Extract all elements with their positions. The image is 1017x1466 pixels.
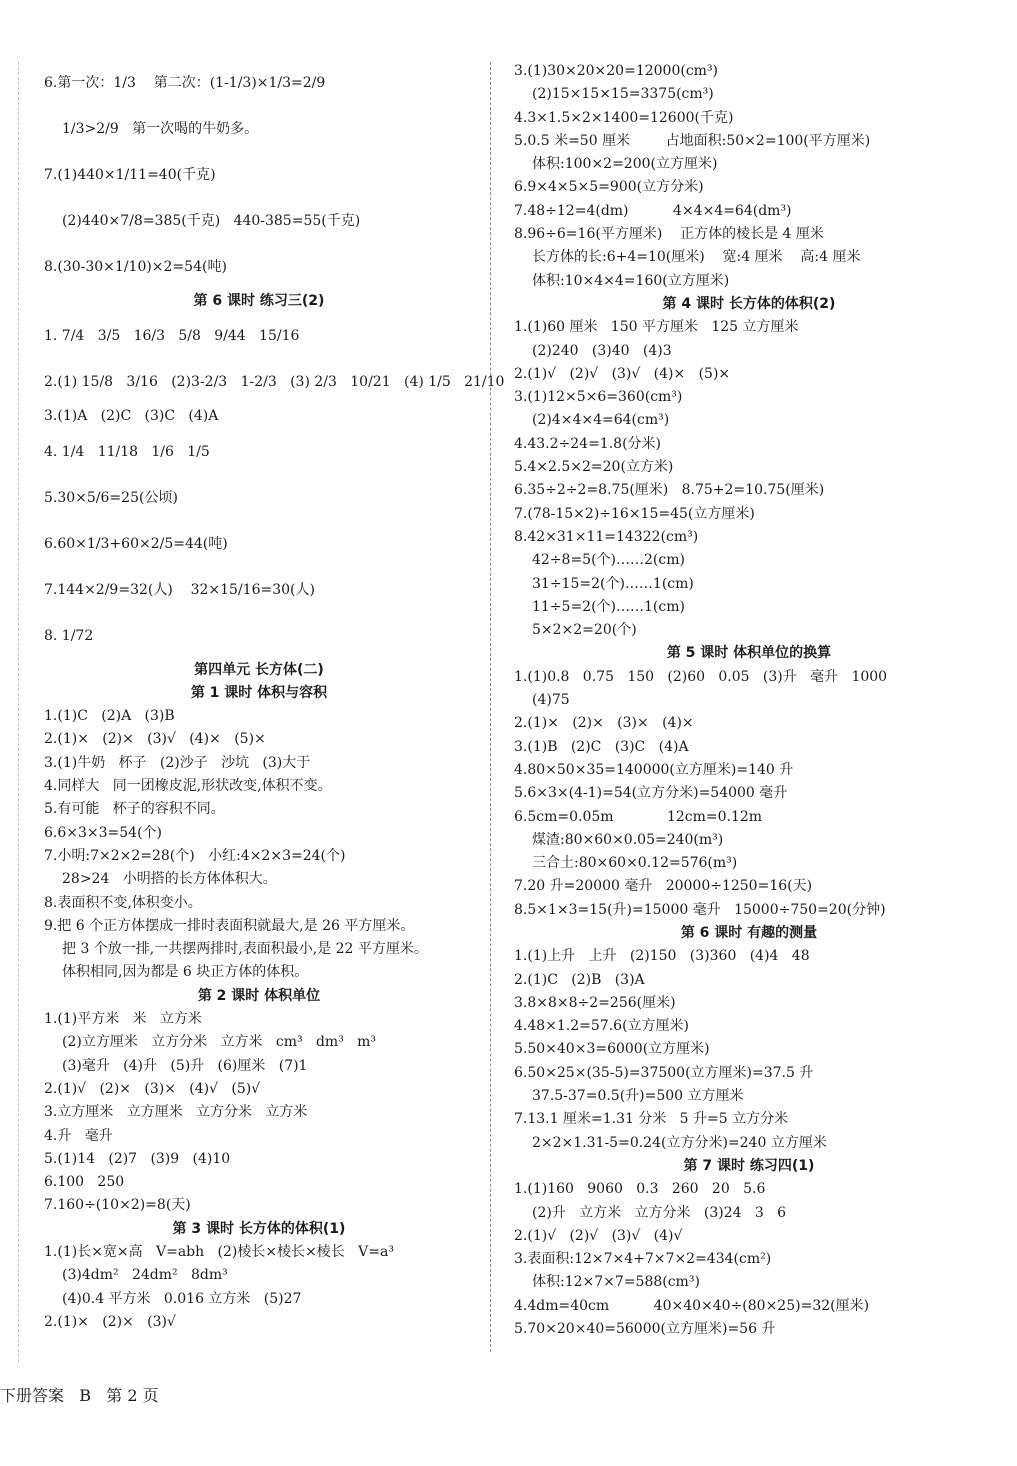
answer-line: 2.(1)√ (2)√ (3)√ (4)× (5)× [514, 365, 731, 382]
answer-line: 1.(1)0.8 0.75 150 (2)60 0.05 (3)升 毫升 1000 [514, 668, 888, 685]
answer-line: 7.160÷(10×2)=8(天) [44, 1197, 191, 1214]
answer-line: 1/3>2/9 第一次喝的牛奶多。 [62, 121, 259, 137]
answer-line: 42÷8=5(个)……2(cm) [532, 552, 685, 569]
answer-line: 5.50×40×3=6000(立方厘米) [514, 1041, 710, 1058]
section-heading: 第 6 课时 练习三(2) [193, 293, 325, 309]
answer-line: 3.(1)A (2)C (3)C (4)A [44, 408, 219, 425]
section-heading: 第 1 课时 体积与容积 [190, 684, 328, 701]
answer-line: 5.70×20×40=56000(立方厘米)=56 升 [514, 1321, 776, 1338]
answer-line: 7.(78-15×2)÷16×15=45(立方厘米) [514, 505, 755, 522]
answer-line: 2.(1)C (2)B (3)A [514, 971, 645, 988]
section-heading: 第 3 课时 长方体的体积(1) [172, 1220, 346, 1237]
answer-line: 2.(1)× (2)× (3)√ [44, 1313, 176, 1330]
answer-line: 1.(1)上升 上升 (2)150 (3)360 (4)4 48 [514, 948, 810, 965]
answer-line: 6.100 250 [44, 1174, 125, 1191]
answer-line: 8. 1/72 [44, 627, 94, 644]
answer-line: 4. 1/4 11/18 1/6 1/5 [44, 443, 210, 460]
answer-line: 6.5cm=0.05m 12cm=0.12m [514, 808, 763, 825]
answer-line: 4.3×1.5×2×1400=12600(千克) [514, 109, 734, 126]
answer-line: 6.60×1/3+60×2/5=44(吨) [44, 535, 228, 552]
answer-line: 7.小明:7×2×2=28(个) 小红:4×2×3=24(个) [44, 847, 346, 864]
answer-line: 5.4×2.5×2=20(立方米) [514, 459, 674, 476]
answer-line: (2)升 立方米 立方分米 (3)24 3 6 [532, 1204, 787, 1221]
answer-line: 4.同样大 同一团橡皮泥,形状改变,体积不变。 [44, 778, 332, 795]
answer-line: 7.48÷12=4(dm) 4×4×4=64(dm³) [514, 202, 792, 219]
answer-line: 5.0.5 米=50 厘米 占地面积:50×2=100(平方厘米) [514, 132, 871, 149]
answer-line: 9.把 6 个正方体摆成一排时表面积就最大,是 26 平方厘米。 [44, 917, 415, 934]
answer-line: 5.有可能 杯子的容积不同。 [44, 801, 225, 818]
answer-line: 1.(1)C (2)A (3)B [44, 708, 175, 725]
answer-line: 1.(1)长×宽×高 V=abh (2)棱长×棱长×棱长 V=a³ [44, 1244, 394, 1261]
answer-line: 28>24 小明搭的长方体体积大。 [62, 871, 277, 888]
answer-line: 2.(1)× (2)× (3)√ (4)× (5)× [44, 731, 266, 748]
answer-line: 3.(1)12×5×6=360(cm³) [514, 389, 683, 406]
answer-line: 4.48×1.2=57.6(立方厘米) [514, 1018, 689, 1035]
answer-line: (4)0.4 平方米 0.016 立方米 (5)27 [62, 1290, 302, 1307]
answer-line: 7.(1)440×1/11=40(千克) [44, 167, 216, 183]
answer-line: 3.立方厘米 立方厘米 立方分米 立方米 [44, 1104, 308, 1121]
answer-line: 2.(1) 15/8 3/16 (2)3-2/3 1-2/3 (3) 2/3 10/21 (4) 1/5 21/10 [44, 374, 505, 391]
answer-line: 1.(1)平方米 米 立方米 [44, 1011, 202, 1028]
answer-line: 3.8×8×8÷2=256(厘米) [514, 994, 676, 1011]
answer-line: (2)440×7/8=385(千克) 440-385=55(千克) [62, 213, 361, 229]
answer-line: 6.第一次：1/3 第二次：(1-1/3)×1/3=2/9 [44, 75, 326, 91]
answer-line: 8.表面积不变,体积变小。 [44, 894, 202, 911]
answer-line: 2.(1)√ (2)× (3)× (4)√ (5)√ [44, 1080, 261, 1097]
page-footer: 下册答案 B 第 2 页 [0, 1386, 159, 1405]
answer-line: 2.(1)√ (2)√ (3)√ (4)√ [514, 1227, 683, 1244]
answer-line: 4.80×50×35=140000(立方厘米)=140 升 [514, 761, 794, 778]
answer-line: 7.144×2/9=32(人) 32×15/16=30(人) [44, 581, 315, 598]
answer-line: 5.30×5/6=25(公顷) [44, 489, 178, 506]
answer-line: 6.50×25×(35-5)=37500(立方厘米)=37.5 升 [514, 1064, 814, 1081]
answer-line: 4.升 毫升 [44, 1127, 113, 1144]
right-column [514, 60, 984, 1341]
answer-line: 3.表面积:12×7×4+7×7×2=434(cm²) [514, 1251, 772, 1268]
section-heading: 第 7 课时 练习四(1) [683, 1157, 815, 1174]
answer-line: 8.(30-30×1/10)×2=54(吨) [44, 259, 227, 275]
answer-line: 8.42×31×11=14322(cm³) [514, 528, 699, 545]
answer-line: 煤渣:80×60×0.05=240(m³) [532, 831, 724, 848]
answer-line: 5.(1)14 (2)7 (3)9 (4)10 [44, 1150, 231, 1167]
answer-line: 5.6×3×(4-1)=54(立方分米)=54000 毫升 [514, 785, 788, 802]
answer-line: 5×2×2=20(个) [532, 622, 637, 639]
answer-line: 11÷5=2(个)……1(cm) [532, 598, 685, 615]
answer-line: 6.9×4×5×5=900(立方分米) [514, 179, 704, 196]
answer-line: (3)毫升 (4)升 (5)升 (6)厘米 (7)1 [62, 1057, 308, 1074]
answer-line: (4)75 [532, 692, 570, 709]
column-divider [490, 62, 491, 1352]
answer-line: 8.5×1×3=15(升)=15000 毫升 15000÷750=20(分钟) [514, 901, 886, 918]
answer-line: 6.6×3×3=54(个) [44, 824, 163, 841]
answer-line: 体积:100×2=200(立方厘米) [532, 156, 718, 173]
answer-line: (2)15×15×15=3375(cm³) [532, 86, 714, 103]
answer-line: 8.96÷6=16(平方厘米) 正方体的棱长是 4 厘米 [514, 226, 824, 243]
answer-line: (2)立方厘米 立方分米 立方米 cm³ dm³ m³ [62, 1034, 377, 1051]
section-heading: 第四单元 长方体(二) [194, 661, 324, 678]
answer-line: 6.35÷2÷2=8.75(厘米) 8.75+2=10.75(厘米) [514, 482, 825, 499]
answer-line: 体积相同,因为都是 6 块正方体的体积。 [62, 964, 309, 981]
section-heading: 第 5 课时 体积单位的换算 [666, 645, 832, 662]
page-edge-line [18, 62, 19, 1362]
answer-line: 长方体的长:6+4=10(厘米) 宽:4 厘米 高:4 厘米 [532, 249, 861, 266]
left-column [44, 60, 505, 1334]
answer-line: 3.(1)牛奶 杯子 (2)沙子 沙坑 (3)大于 [44, 754, 311, 771]
answer-line: (2)240 (3)40 (4)3 [532, 342, 672, 359]
answer-line: 37.5-37=0.5(升)=500 立方厘米 [532, 1088, 744, 1105]
answer-line: 4.43.2÷24=1.8(分米) [514, 435, 661, 452]
answer-line: 3.(1)B (2)C (3)C (4)A [514, 738, 689, 755]
answer-line: 7.20 升=20000 毫升 20000÷1250=16(天) [514, 878, 813, 895]
answer-line: 三合土:80×60×0.12=576(m³) [532, 855, 738, 872]
answer-line: 31÷15=2(个)……1(cm) [532, 575, 694, 592]
section-heading: 第 6 课时 有趣的测量 [680, 924, 818, 941]
answer-line: 体积:10×4×4=160(立方厘米) [532, 272, 730, 289]
answer-line: 7.13.1 厘米=1.31 分米 5 升=5 立方分米 [514, 1111, 789, 1128]
answer-line: 1. 7/4 3/5 16/3 5/8 9/44 15/16 [44, 328, 300, 345]
answer-line: 1.(1)160 9060 0.3 260 20 5.6 [514, 1181, 766, 1198]
answer-line: 体积:12×7×7=588(cm³) [532, 1274, 700, 1291]
answer-line: 1.(1)60 厘米 150 平方厘米 125 立方厘米 [514, 319, 799, 336]
answer-line: (3)4dm² 24dm² 8dm³ [62, 1267, 228, 1284]
answer-line: 2.(1)× (2)× (3)× (4)× [514, 715, 694, 732]
section-heading: 第 4 课时 长方体的体积(2) [662, 295, 836, 312]
answer-line: (2)4×4×4=64(cm³) [532, 412, 670, 429]
answer-line: 4.4dm=40cm 40×40×40÷(80×25)=32(厘米) [514, 1297, 870, 1314]
section-heading: 第 2 课时 体积单位 [197, 987, 321, 1004]
answer-line: 3.(1)30×20×20=12000(cm³) [514, 63, 719, 79]
answer-line: 2×2×1.31-5=0.24(立方分米)=240 立方厘米 [532, 1134, 827, 1151]
answer-line: 把 3 个放一排,一共摆两排时,表面积最小,是 22 平方厘米。 [62, 941, 428, 958]
